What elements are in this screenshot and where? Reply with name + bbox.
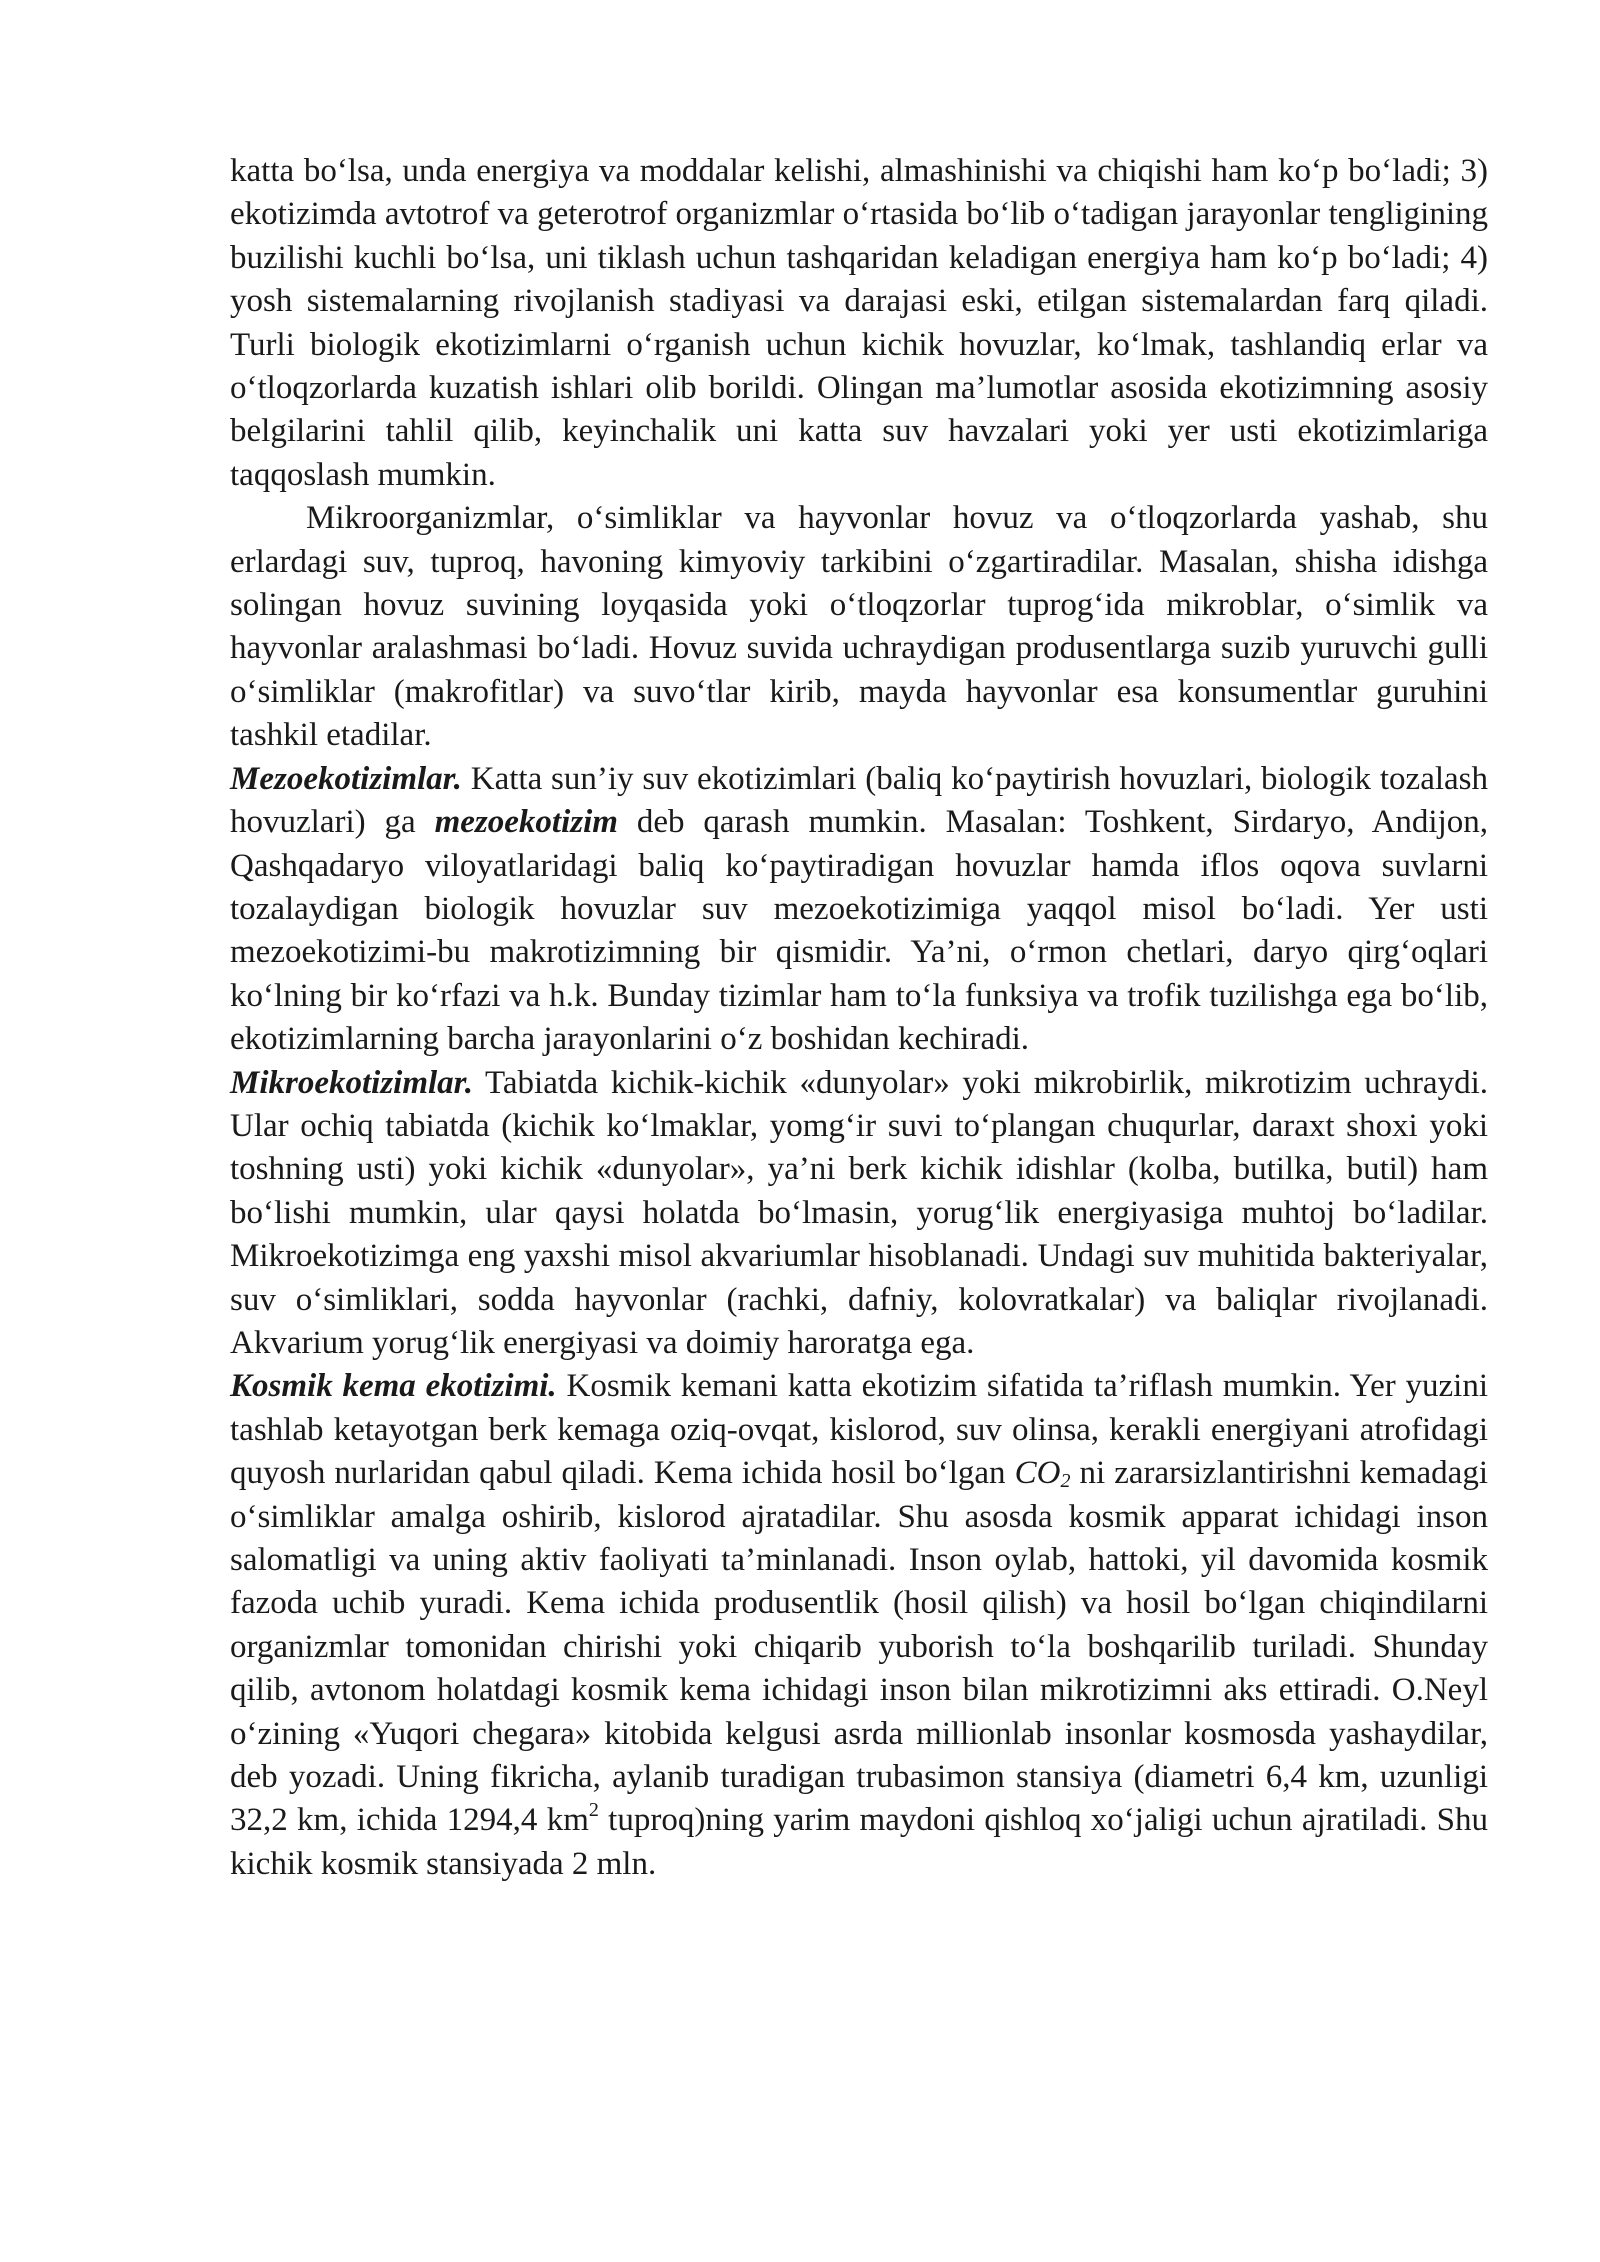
term-mezoekotizim: mezoekotizim bbox=[434, 804, 618, 841]
paragraph-microorganisms: Mikroorganizmlar, o‘simliklar va hayvonlar hovuz va o‘tloqzorlarda yashab, shu erlardagi suv, tuproq, havoning kimyoviy tarkibini o‘zgartiradilar. Masalan, shisha idishga solingan hovuz suvining loyqasida yoki o‘tloqzorlar tuprog‘ida mikroblar, o‘simlik va hayvonlar aralashmasi bo‘ladi. Hovuz suvida uchraydigan produsentlarga suzib yuruvchi gulli o‘simliklar (makrofitlar) va suvo‘tlar kirib, mayda hayvonlar esa konsumentlar guruhini tashkil etadilar. bbox=[230, 500, 1488, 754]
term-kosmik-kema-ekotizimi: Kosmik kema ekotizimi. bbox=[230, 1368, 557, 1405]
paragraph-microecosystems bbox=[230, 1062, 1488, 1366]
paragraph-text: tuproq)ning yarim maydoni qishloq xo‘jaligi uchun ajratiladi. Shu kichik kosmik stansiyada 2 mln. bbox=[230, 1802, 1488, 1882]
paragraph-mesoecosystems bbox=[230, 758, 1488, 1062]
unit-superscript: 2 bbox=[588, 1799, 599, 1822]
term-mezoekotizimlar: Mezoekotizimlar. bbox=[230, 760, 462, 797]
paragraph-text: Kosmik kemani katta ekotizim sifatida ta’riflash mumkin. Yer yuzini tashlab ketayotgan berk kemaga oziq-ovqat, kislorod, suv olinsa, kerakli energiyani atrofidagi quyosh nurlaridan qabul qiladi. Kema ichida hosil bo‘lgan bbox=[230, 1368, 1488, 1492]
paragraph-intro-continuation: katta bo‘lsa, unda energiya va moddalar kelishi, almashinishi va chiqishi ham ko‘p bo‘ladi; 3) ekotizimda avtotrof va geterotrof organizmlar o‘rtasida bo‘lib o‘tadigan jarayonlar tengligining buzilishi kuchli bo‘lsa, uni tiklash uchun tashqaridan keladigan energiya ham ko‘p bo‘ladi; 4) yosh sistemalarning rivojlanish stadiyasi va darajasi eski, etilgan sistemalardan farq qiladi. Turli biologik ekotizimlarni o‘rganish uchun kichik hovuzlar, ko‘lmak, tashlandiq erlar va o‘tloqzorlarda kuzatish ishlari olib borildi. Olingan ma’lumotlar asosida ekotizimning asosiy belgilarini tahlil qilib, keyinchalik uni katta suv havzalari yoki yer usti ekotizimlariga taqqoslash mumkin. bbox=[230, 153, 1488, 493]
document-page bbox=[230, 150, 1488, 1886]
paragraph-text: ni zararsizlantirishni kemadagi o‘simliklar amalga oshirib, kislorod ajratadilar. Shu asosda kosmik apparat ichidagi inson salomatligi va uning aktiv faoliyati ta’minlanadi. Inson oylab, hattoki, yil davomida kosmik fazoda uchib yuradi. Kema ichida produsentlik (hosil qilish) va hosil bo‘lgan chiqindilarni organizmlar tomonidan chirishi yoki chiqarib yuborish to‘la boshqarilib turiladi. Shunday qilib, avtonom holatdagi kosmik kema ichidagi inson bilan mikrotizimni aks ettiradi. O.Neyl o‘zining «Yuqori chegara» kitobida kelgusi asrda millionlab insonlar kosmosda yashaydilar, deb yozadi. Uning fikricha, aylanib turadigan trubasimon stansiya (diametri 6,4 km, uzunligi 32,2 km, ichida 1294,4 km bbox=[230, 1455, 1488, 1839]
paragraph-text: Katta sun’iy suv ekotizimlari (baliq ko‘paytirish hovuzlari, biologik tozalash hovuzlari) ga bbox=[230, 760, 1488, 841]
formula-co2 bbox=[1015, 1455, 1071, 1491]
paragraph-spaceship-ecosystem bbox=[230, 1365, 1488, 1886]
formula-co: CO bbox=[1014, 1455, 1061, 1492]
term-mikroekotizimlar: Mikroekotizimlar. bbox=[230, 1064, 473, 1101]
formula-subscript: 2 bbox=[1060, 1470, 1071, 1493]
paragraph-text: deb qarash mumkin. Masalan: Toshkent, Sirdaryo, Andijon, Qashqadaryo viloyatlaridagi baliq ko‘paytiradigan hovuzlar hamda iflos oqova suvlarni tozalaydigan biologik hovuzlar suv mezoekotizimiga yaqqol misol bo‘ladi. Yer usti mezoekotizimi-bu makrotizimning bir qismidir. Ya’ni, o‘rmon chetlari, daryo qirg‘oqlari ko‘lning bir ko‘rfazi va h.k. Bunday tizimlar ham to‘la funksiya va trofik tuzilishga ega bo‘lib, ekotizimlarning barcha jarayonlarini o‘z boshidan kechiradi. bbox=[230, 804, 1488, 1058]
paragraph-text: Tabiatda kichik-kichik «dunyolar» yoki mikrobirlik, mikrotizim uchraydi. Ular ochiq tabiatda (kichik ko‘lmaklar, yomg‘ir suvi to‘plangan chuqurlar, daraxt shoxi yoki toshning usti) yoki kichik «dunyolar», ya’ni berk kichik idishlar (kolba, butilka, butil) ham bo‘lishi mumkin, ular qaysi holatda bo‘lmasin, yorug‘lik energiyasiga muhtoj bo‘ladilar. Mikroekotizimga eng yaxshi misol akvariumlar hisoblanadi. Undagi suv muhitida bakteriyalar, suv o‘simliklari, sodda hayvonlar (rachki, dafniy, kolovratkalar) va baliqlar rivojlanadi. Akvarium yorug‘lik energiyasi va doimiy haroratga ega. bbox=[230, 1064, 1488, 1361]
